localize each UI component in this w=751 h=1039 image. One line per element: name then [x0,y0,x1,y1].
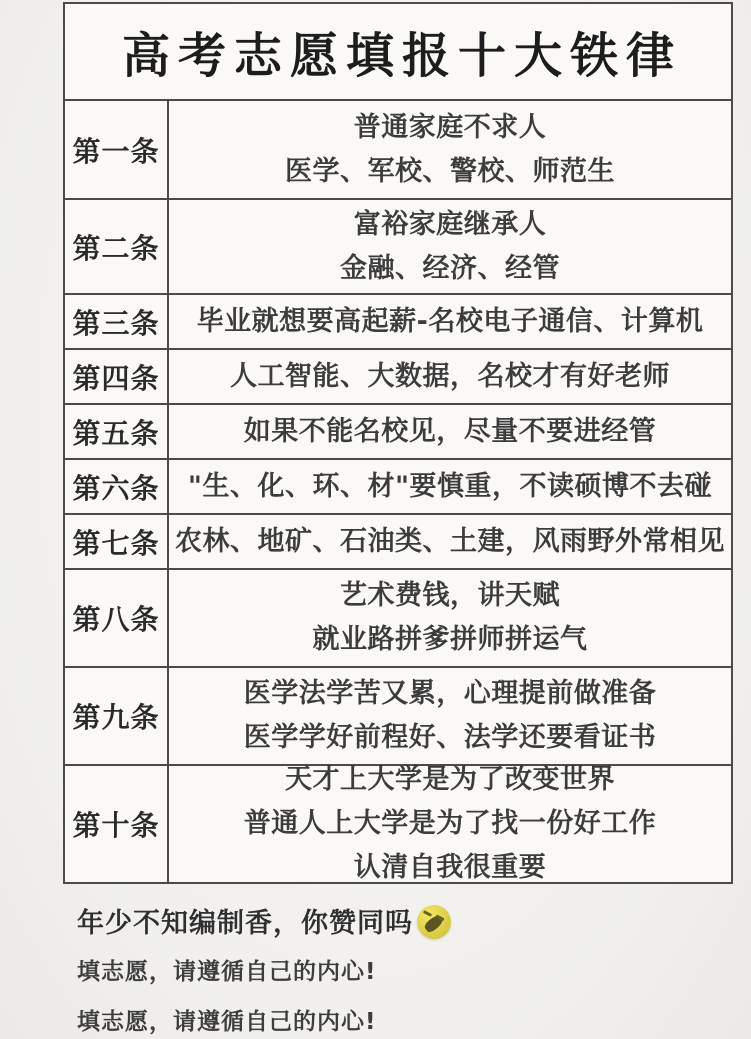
rule-line: 医学、军校、警校、师范生 [285,155,615,187]
table-row [65,348,731,403]
rule-number: 第八条 [65,570,169,666]
footer-line-2: 填志愿，请遵循自己的内心! [77,1009,377,1035]
table-title: 高考志愿填报十大铁律 [121,28,682,84]
rule-line: 认清自我很重要 [353,851,547,883]
rule-content [169,295,731,348]
table-row [65,293,731,348]
table-row [65,198,731,293]
rule-number: 第十条 [65,766,169,882]
rule-line: 富裕家庭继承人 [353,208,547,240]
rule-number: 第七条 [65,515,169,568]
rule-line: "生、化、环、材"要慎重，不读硕博不去碰 [187,470,713,502]
rule-line: 普通家庭不求人 [353,111,547,143]
table-body [65,99,731,882]
rule-content [169,766,731,882]
rule-content [169,570,731,666]
rule-line: 毕业就想要高起薪-名校电子通信、计算机 [196,305,704,337]
rule-number: 第一条 [65,101,169,198]
rule-content [169,200,731,293]
table-row [65,513,731,568]
rule-line: 普通人上大学是为了找一份好工作 [243,808,657,840]
table-row [65,99,731,198]
rule-line: 天才上大学是为了改变世界 [285,764,615,796]
rule-number: 第三条 [65,295,169,348]
caption-text: 年少不知编制香，你赞同吗 [77,908,413,939]
table-row [65,666,731,764]
rule-line: 金融、经济、经管 [340,252,560,284]
footer-line-1: 填志愿，请遵循自己的内心! [77,959,377,985]
rule-content [169,405,731,458]
rule-content [169,668,731,764]
rule-content [169,460,731,513]
rule-line: 就业路拼爹拼师拼运气 [312,624,588,655]
rules-table [63,2,733,884]
table-row [65,403,731,458]
rule-number: 第五条 [65,405,169,458]
rule-number: 第二条 [65,200,169,293]
rule-content [169,101,731,198]
rule-number: 第九条 [65,668,169,764]
rule-line: 医学法学苦又累，心理提前做准备 [243,678,657,710]
rule-line: 艺术费钱，讲天赋 [340,580,560,612]
table-row [65,458,731,513]
rule-line: 农林、地矿、石油类、土建，风雨野外常相见 [175,525,725,557]
table-row [65,764,731,882]
rule-line: 医学学好前程好、法学还要看证书 [243,722,657,753]
rule-number: 第六条 [65,460,169,513]
rofl-emoji [417,905,451,939]
table-row [65,568,731,666]
rule-number: 第四条 [65,350,169,403]
rule-line: 如果不能名校见，尽量不要进经管 [243,415,657,447]
rule-content [169,515,731,568]
footer-caption [77,901,451,940]
rule-line: 人工智能、大数据，名校才有好老师 [230,360,670,392]
rule-content [169,350,731,403]
